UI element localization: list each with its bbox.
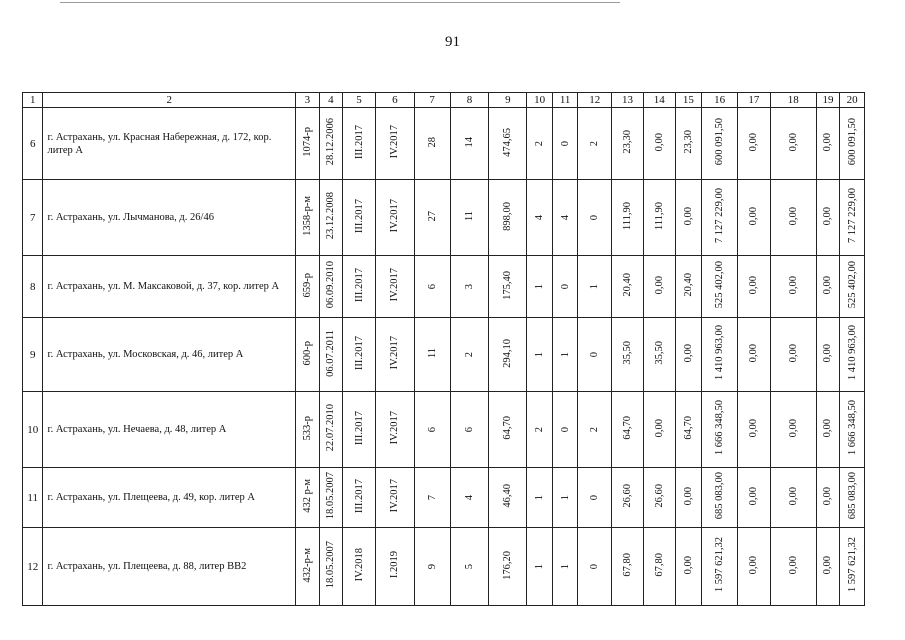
- cell-col-19: [816, 180, 840, 256]
- cell-col-10: [527, 108, 553, 180]
- cell-value: 27: [426, 210, 438, 222]
- cell-col-19: [816, 108, 840, 180]
- cell-value: 0,00: [822, 275, 834, 295]
- cell-value: 111,90: [653, 201, 665, 231]
- cell-value: 7 127 229,00: [846, 188, 858, 244]
- cell-col-10: [527, 256, 553, 318]
- cell-col-3: [296, 528, 320, 606]
- cell-value: 2: [589, 141, 601, 147]
- cell-value: 4: [464, 495, 476, 501]
- cell-col-13: [612, 468, 644, 528]
- cell-col-3: [296, 180, 320, 256]
- cell-value: 1 410 963,00: [714, 325, 726, 381]
- cell-col-14: [643, 528, 675, 606]
- cell-col-13: [612, 256, 644, 318]
- cell-col-4: [319, 318, 343, 392]
- cell-value: 2: [534, 427, 546, 433]
- cell-value: 06.09.2010: [325, 261, 337, 309]
- cell-col-6: [375, 528, 414, 606]
- cell-value: IV.2017: [389, 268, 401, 302]
- table-row: [23, 392, 865, 468]
- cell-col-9: [489, 256, 527, 318]
- cell-col-18: [770, 528, 816, 606]
- cell-col-6: [375, 318, 414, 392]
- cell-col-5: [343, 392, 376, 468]
- cell-value: III.2017: [353, 335, 365, 371]
- cell-col-12: [578, 256, 612, 318]
- cell-value: 0,00: [822, 555, 834, 575]
- cell-col-10: [527, 318, 553, 392]
- cell-value: 0,00: [787, 555, 799, 575]
- cell-value: 685 083,00: [714, 472, 726, 520]
- cell-value: 35,50: [622, 341, 634, 365]
- cell-col-16: [702, 180, 738, 256]
- cell-value: IV.2017: [389, 199, 401, 233]
- cell-value: 7 127 229,00: [714, 188, 726, 244]
- cell-col-16: [702, 528, 738, 606]
- cell-col-19: [816, 468, 840, 528]
- cell-col-4: [319, 392, 343, 468]
- cell-col-7: [414, 180, 450, 256]
- row-number-cell: 12: [23, 528, 43, 606]
- cell-value: 0,00: [748, 555, 760, 575]
- cell-col-9: [489, 180, 527, 256]
- cell-value: 0: [559, 284, 571, 290]
- cell-value: 0,00: [787, 418, 799, 438]
- cell-value: 0: [559, 427, 571, 433]
- cell-value: 64,70: [622, 416, 634, 440]
- cell-col-8: [450, 180, 489, 256]
- cell-value: 1: [534, 352, 546, 358]
- cell-value: 1: [534, 284, 546, 290]
- cell-col-8: [450, 108, 489, 180]
- cell-col-6: [375, 256, 414, 318]
- cell-col-14: [643, 256, 675, 318]
- cell-value: 0,00: [682, 206, 694, 226]
- cell-value: 685 083,00: [846, 472, 858, 520]
- cell-col-14: [643, 108, 675, 180]
- cell-value: 0: [589, 215, 601, 221]
- cell-col-3: [296, 468, 320, 528]
- cell-value: III.2017: [353, 124, 365, 160]
- cell-value: 111,90: [622, 201, 634, 231]
- cell-col-14: [643, 468, 675, 528]
- cell-col-3: [296, 256, 320, 318]
- cell-value: 659-р: [301, 272, 313, 298]
- cell-value: I.2019: [389, 551, 401, 579]
- cell-value: III.2017: [353, 478, 365, 514]
- table-row: [23, 180, 865, 256]
- cell-col-17: [737, 468, 770, 528]
- cell-value: 1 666 348,50: [846, 400, 858, 456]
- column-header-17: 17: [737, 93, 770, 108]
- cell-value: 0: [589, 352, 601, 358]
- column-header-16: 16: [702, 93, 738, 108]
- column-header-4: 4: [319, 93, 343, 108]
- cell-value: 23,30: [682, 130, 694, 154]
- address-cell: г. Астрахань, ул. Московская, д. 46, литер А: [43, 318, 296, 392]
- cell-col-5: [343, 256, 376, 318]
- cell-col-18: [770, 318, 816, 392]
- table-row: [23, 528, 865, 606]
- cell-col-7: [414, 256, 450, 318]
- column-header-2: 2: [43, 93, 296, 108]
- column-header-6: 6: [375, 93, 414, 108]
- cell-col-13: [612, 392, 644, 468]
- cell-col-5: [343, 318, 376, 392]
- cell-value: 26,60: [653, 484, 665, 508]
- cell-col-8: [450, 468, 489, 528]
- cell-value: 533-р: [301, 415, 313, 441]
- cell-value: 525 402,00: [714, 261, 726, 309]
- cell-value: 1: [559, 352, 571, 358]
- cell-value: 1 597 621,32: [846, 537, 858, 593]
- cell-col-18: [770, 108, 816, 180]
- cell-value: 23,30: [622, 130, 634, 154]
- cell-value: 1358-р-м: [301, 196, 313, 236]
- cell-col-12: [578, 392, 612, 468]
- cell-value: 1: [589, 284, 601, 290]
- cell-value: 1 410 963,00: [846, 325, 858, 381]
- cell-col-10: [527, 392, 553, 468]
- cell-value: 600 091,50: [846, 118, 858, 166]
- cell-col-7: [414, 108, 450, 180]
- table-header-row: [23, 93, 865, 108]
- column-header-5: 5: [343, 93, 376, 108]
- cell-value: 0: [559, 141, 571, 147]
- column-header-15: 15: [675, 93, 702, 108]
- cell-col-5: [343, 468, 376, 528]
- cell-col-15: [675, 468, 702, 528]
- cell-col-14: [643, 318, 675, 392]
- cell-col-15: [675, 108, 702, 180]
- column-header-12: 12: [578, 93, 612, 108]
- cell-col-6: [375, 108, 414, 180]
- cell-col-5: [343, 108, 376, 180]
- cell-value: 9: [426, 564, 438, 570]
- cell-col-9: [489, 392, 527, 468]
- cell-value: 0,00: [787, 486, 799, 506]
- cell-value: 0,00: [653, 275, 665, 295]
- cell-value: 0,00: [787, 275, 799, 295]
- cell-col-17: [737, 180, 770, 256]
- row-number-cell: 6: [23, 108, 43, 180]
- cell-value: 5: [464, 564, 476, 570]
- cell-value: 0,00: [822, 132, 834, 152]
- cell-value: 22.07.2010: [325, 404, 337, 452]
- cell-value: 18.05.2007: [325, 472, 337, 520]
- cell-col-9: [489, 108, 527, 180]
- cell-value: 0,00: [822, 343, 834, 363]
- cell-col-6: [375, 392, 414, 468]
- cell-value: 11: [464, 210, 476, 222]
- cell-value: 20,40: [682, 273, 694, 297]
- cell-col-15: [675, 392, 702, 468]
- cell-value: 18.05.2007: [325, 541, 337, 589]
- cell-col-15: [675, 528, 702, 606]
- cell-col-19: [816, 528, 840, 606]
- cell-value: 0,00: [787, 132, 799, 152]
- cell-value: III.2017: [353, 410, 365, 446]
- cell-value: 64,70: [682, 416, 694, 440]
- column-header-10: 10: [527, 93, 553, 108]
- cell-col-12: [578, 318, 612, 392]
- cell-value: 0,00: [822, 486, 834, 506]
- column-header-19: 19: [816, 93, 840, 108]
- cell-value: 600-р: [301, 340, 313, 366]
- cell-col-20: [840, 318, 865, 392]
- cell-value: 1: [534, 564, 546, 570]
- cell-value: 2: [534, 141, 546, 147]
- row-number-cell: 9: [23, 318, 43, 392]
- cell-col-16: [702, 392, 738, 468]
- cell-col-5: [343, 528, 376, 606]
- cell-value: 14: [464, 136, 476, 148]
- address-cell: г. Астрахань, ул. Плещеева, д. 88, литер ВВ2: [43, 528, 296, 606]
- cell-value: 0,00: [653, 132, 665, 152]
- cell-col-20: [840, 180, 865, 256]
- cell-value: 2: [589, 427, 601, 433]
- cell-col-3: [296, 318, 320, 392]
- cell-value: 432-р-м: [301, 547, 313, 583]
- cell-col-15: [675, 256, 702, 318]
- cell-value: 4: [534, 215, 546, 221]
- column-header-3: 3: [296, 93, 320, 108]
- cell-value: 4: [559, 215, 571, 221]
- cell-value: 0,00: [748, 343, 760, 363]
- cell-col-10: [527, 180, 553, 256]
- cell-value: 0,00: [822, 206, 834, 226]
- cell-value: 0,00: [787, 206, 799, 226]
- cell-value: 6: [426, 284, 438, 290]
- cell-col-20: [840, 392, 865, 468]
- cell-value: 7: [426, 495, 438, 501]
- cell-value: 1 597 621,32: [714, 537, 726, 593]
- cell-col-12: [578, 528, 612, 606]
- cell-value: 176,20: [502, 550, 514, 580]
- cell-col-11: [552, 256, 578, 318]
- cell-value: 1 666 348,50: [714, 400, 726, 456]
- cell-col-6: [375, 180, 414, 256]
- cell-value: IV.2017: [389, 125, 401, 159]
- cell-col-13: [612, 318, 644, 392]
- cell-col-17: [737, 318, 770, 392]
- cell-value: 64,70: [502, 416, 514, 440]
- table-row: [23, 256, 865, 318]
- cell-value: 3: [464, 284, 476, 290]
- cell-value: 67,80: [622, 553, 634, 577]
- cell-col-14: [643, 180, 675, 256]
- cell-value: 0,00: [748, 132, 760, 152]
- cell-value: 28: [426, 136, 438, 148]
- cell-col-10: [527, 528, 553, 606]
- cell-col-13: [612, 528, 644, 606]
- cell-col-19: [816, 392, 840, 468]
- cell-col-15: [675, 318, 702, 392]
- cell-value: 0,00: [653, 418, 665, 438]
- top-rule: [60, 2, 620, 3]
- table-row: [23, 108, 865, 180]
- cell-value: 0,00: [682, 343, 694, 363]
- address-cell: г. Астрахань, ул. Красная Набережная, д. 172, кор. литер А: [43, 108, 296, 180]
- cell-value: 525 402,00: [846, 261, 858, 309]
- cell-col-16: [702, 318, 738, 392]
- cell-value: 0: [589, 495, 601, 501]
- cell-col-11: [552, 318, 578, 392]
- cell-col-16: [702, 108, 738, 180]
- cell-col-18: [770, 256, 816, 318]
- cell-col-12: [578, 468, 612, 528]
- cell-col-12: [578, 108, 612, 180]
- cell-value: 175,40: [502, 270, 514, 300]
- cell-value: 1: [559, 495, 571, 501]
- cell-value: IV.2018: [353, 548, 365, 582]
- column-header-8: 8: [450, 93, 489, 108]
- table-row: [23, 318, 865, 392]
- cell-col-8: [450, 528, 489, 606]
- cell-value: 0: [589, 564, 601, 570]
- cell-value: 0,00: [787, 343, 799, 363]
- cell-col-20: [840, 256, 865, 318]
- cell-col-9: [489, 528, 527, 606]
- cell-col-12: [578, 180, 612, 256]
- cell-value: 6: [464, 427, 476, 433]
- address-cell: г. Астрахань, ул. Нечаева, д. 48, литер А: [43, 392, 296, 468]
- address-cell: г. Астрахань, ул. М. Максаковой, д. 37, кор. литер А: [43, 256, 296, 318]
- cell-col-4: [319, 256, 343, 318]
- cell-value: 432 р-м: [301, 479, 313, 513]
- cell-col-7: [414, 468, 450, 528]
- cell-value: 1074-р: [301, 127, 313, 157]
- cell-value: 0,00: [748, 206, 760, 226]
- cell-value: 898,00: [502, 201, 514, 231]
- cell-col-11: [552, 468, 578, 528]
- cell-col-11: [552, 108, 578, 180]
- cell-col-6: [375, 468, 414, 528]
- column-header-7: 7: [414, 93, 450, 108]
- cell-value: III.2017: [353, 198, 365, 234]
- cell-col-16: [702, 468, 738, 528]
- row-number-cell: 7: [23, 180, 43, 256]
- cell-value: 46,40: [502, 484, 514, 508]
- cell-col-13: [612, 108, 644, 180]
- column-header-20: 20: [840, 93, 865, 108]
- cell-value: 0,00: [748, 418, 760, 438]
- cell-value: 0,00: [748, 275, 760, 295]
- cell-col-17: [737, 528, 770, 606]
- cell-value: 26,60: [622, 484, 634, 508]
- cell-value: III.2017: [353, 267, 365, 303]
- cell-col-15: [675, 180, 702, 256]
- cell-value: 6: [426, 427, 438, 433]
- cell-col-5: [343, 180, 376, 256]
- cell-col-8: [450, 256, 489, 318]
- cell-col-7: [414, 392, 450, 468]
- cell-col-20: [840, 468, 865, 528]
- row-number-cell: 11: [23, 468, 43, 528]
- column-header-14: 14: [643, 93, 675, 108]
- cell-col-19: [816, 318, 840, 392]
- cell-value: 294,10: [502, 338, 514, 368]
- cell-col-19: [816, 256, 840, 318]
- cell-col-3: [296, 392, 320, 468]
- cell-col-7: [414, 318, 450, 392]
- address-cell: г. Астрахань, ул. Лычманова, д. 26/46: [43, 180, 296, 256]
- cell-col-3: [296, 108, 320, 180]
- column-header-18: 18: [770, 93, 816, 108]
- cell-col-4: [319, 108, 343, 180]
- cell-col-18: [770, 180, 816, 256]
- cell-value: 28.12.2006: [325, 118, 337, 166]
- cell-col-10: [527, 468, 553, 528]
- cell-col-17: [737, 108, 770, 180]
- cell-value: 67,80: [653, 553, 665, 577]
- cell-col-18: [770, 468, 816, 528]
- cell-value: 06.07.2011: [325, 329, 337, 377]
- cell-value: IV.2017: [389, 411, 401, 445]
- column-header-13: 13: [612, 93, 644, 108]
- cell-value: 23.12.2008: [325, 192, 337, 240]
- cell-col-4: [319, 468, 343, 528]
- cell-value: 600 091,50: [714, 118, 726, 166]
- address-cell: г. Астрахань, ул. Плещеева, д. 49, кор. литер А: [43, 468, 296, 528]
- cell-value: IV.2017: [389, 336, 401, 370]
- cell-col-20: [840, 528, 865, 606]
- cell-value: 0,00: [682, 486, 694, 506]
- cell-value: 474,65: [502, 127, 514, 157]
- cell-col-14: [643, 392, 675, 468]
- cell-value: 0,00: [682, 555, 694, 575]
- cell-value: 1: [534, 495, 546, 501]
- row-number-cell: 8: [23, 256, 43, 318]
- cell-col-11: [552, 528, 578, 606]
- cell-col-18: [770, 392, 816, 468]
- cell-col-16: [702, 256, 738, 318]
- cell-value: 1: [559, 564, 571, 570]
- cell-col-11: [552, 392, 578, 468]
- row-number-cell: 10: [23, 392, 43, 468]
- cell-col-4: [319, 528, 343, 606]
- cell-col-11: [552, 180, 578, 256]
- column-header-1: 1: [23, 93, 43, 108]
- cell-value: 11: [426, 347, 438, 359]
- cell-value: 0,00: [822, 418, 834, 438]
- page-number: 91: [445, 34, 460, 50]
- cell-col-9: [489, 468, 527, 528]
- cell-col-17: [737, 392, 770, 468]
- cell-col-17: [737, 256, 770, 318]
- cell-col-13: [612, 180, 644, 256]
- column-header-11: 11: [552, 93, 578, 108]
- cell-col-7: [414, 528, 450, 606]
- cell-col-9: [489, 318, 527, 392]
- cell-col-20: [840, 108, 865, 180]
- column-header-9: 9: [489, 93, 527, 108]
- cell-col-8: [450, 318, 489, 392]
- cell-value: 0,00: [748, 486, 760, 506]
- cell-col-8: [450, 392, 489, 468]
- cell-value: 35,50: [653, 341, 665, 365]
- cell-col-4: [319, 180, 343, 256]
- register-table: [22, 92, 865, 606]
- cell-value: 2: [464, 352, 476, 358]
- cell-value: IV.2017: [389, 479, 401, 513]
- table-row: [23, 468, 865, 528]
- cell-value: 20,40: [622, 273, 634, 297]
